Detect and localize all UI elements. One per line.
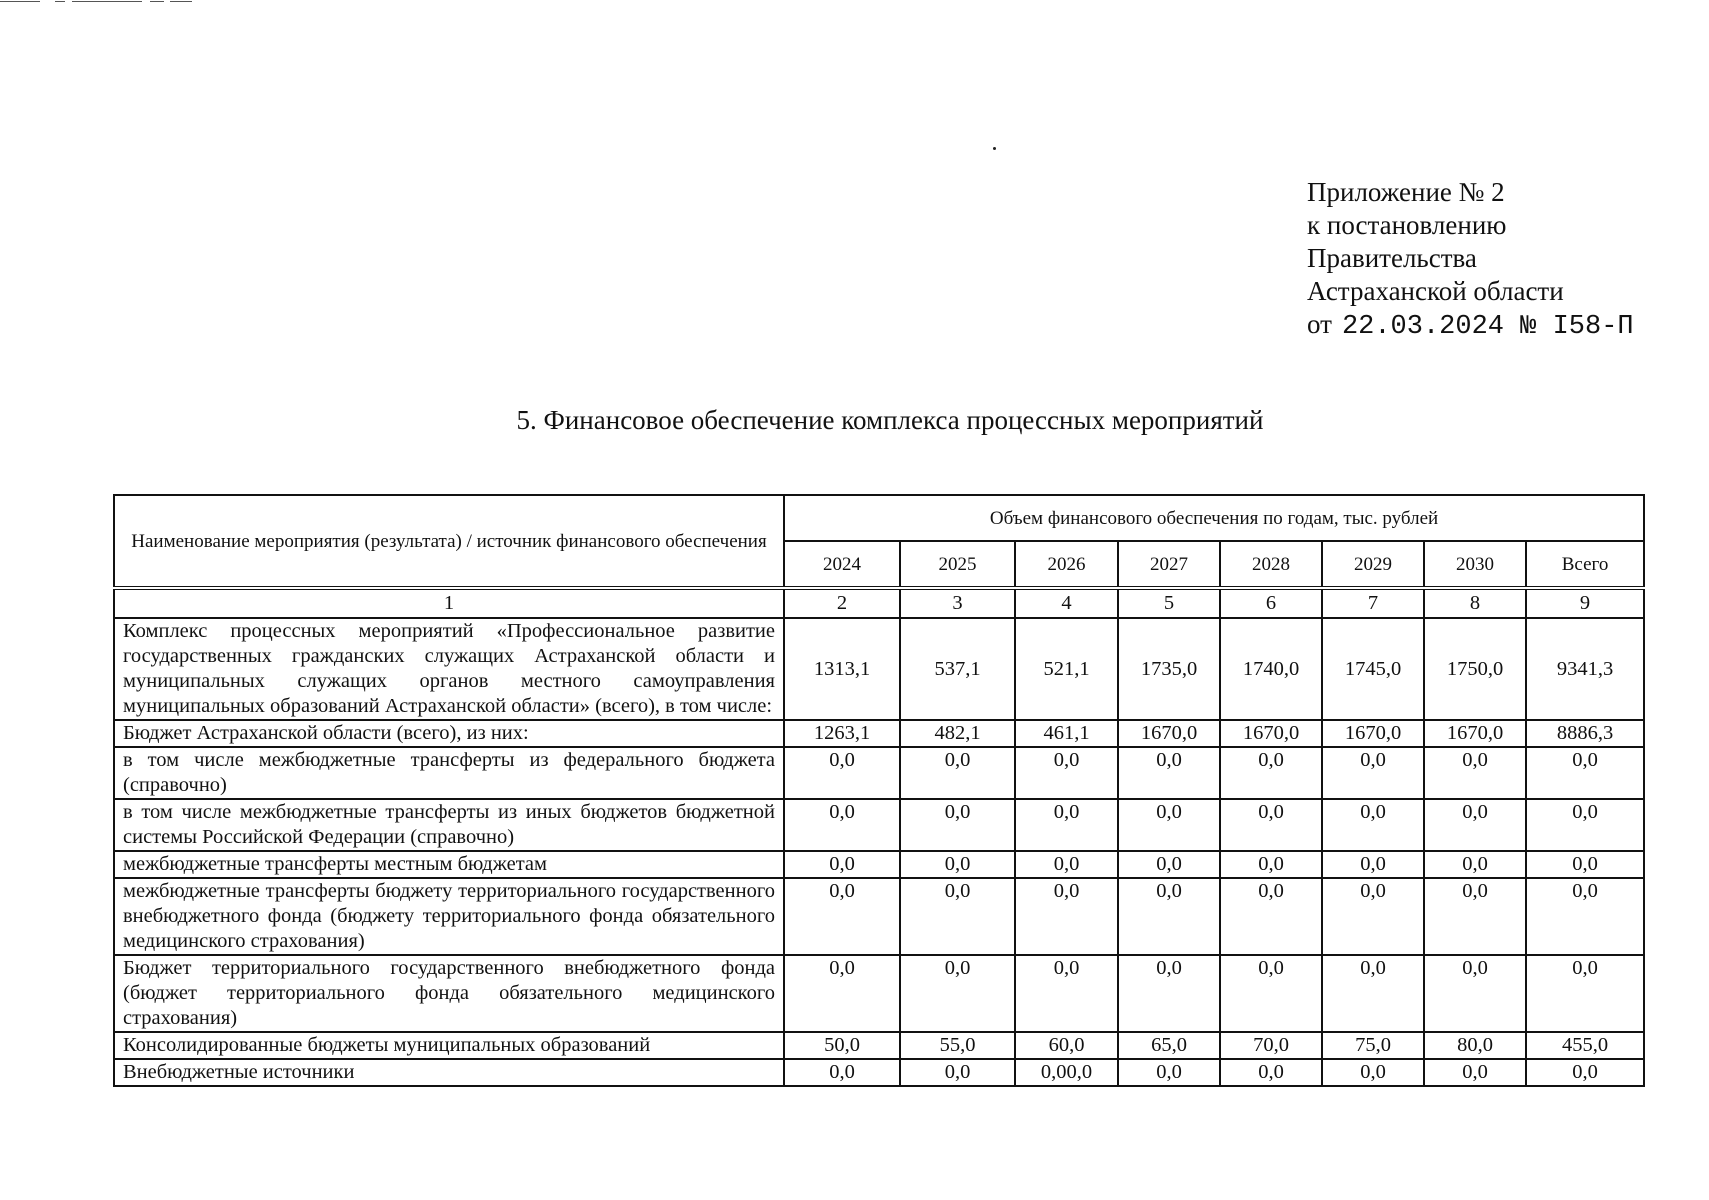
header-total: Всего <box>1526 541 1644 588</box>
header-year: 2028 <box>1220 541 1322 588</box>
scan-speck <box>993 147 996 150</box>
header-year: 2024 <box>784 541 900 588</box>
header-year: 2025 <box>900 541 1015 588</box>
row-value: 0,0 <box>1015 747 1118 799</box>
column-number: 2 <box>784 588 900 618</box>
annex-line-3: Правительства <box>1307 243 1477 273</box>
row-value: 1263,1 <box>784 720 900 747</box>
row-value: 0,0 <box>900 955 1015 1032</box>
header-year: 2030 <box>1424 541 1526 588</box>
row-value: 1670,0 <box>1322 720 1424 747</box>
row-value: 0,0 <box>900 1059 1015 1086</box>
row-value: 0,0 <box>1015 851 1118 878</box>
column-number: 7 <box>1322 588 1424 618</box>
row-value: 70,0 <box>1220 1032 1322 1059</box>
row-value: 0,0 <box>1526 1059 1644 1086</box>
header-year: 2027 <box>1118 541 1220 588</box>
row-value: 0,0 <box>1526 799 1644 851</box>
row-name: межбюджетные трансферты местным бюджетам <box>114 851 784 878</box>
column-number: 6 <box>1220 588 1322 618</box>
row-value: 0,0 <box>1118 955 1220 1032</box>
row-value: 0,0 <box>784 799 900 851</box>
row-value: 0,0 <box>1118 799 1220 851</box>
row-value: 0,0 <box>784 747 900 799</box>
table-row <box>114 720 1644 747</box>
row-value: 1740,0 <box>1220 618 1322 720</box>
row-value: 461,1 <box>1015 720 1118 747</box>
row-value: 0,0 <box>784 851 900 878</box>
row-name: межбюджетные трансферты бюджету территориального государственного внебюджетного фонда (бюджету территориального фонда обязательного медицинского страхования) <box>114 878 784 955</box>
row-value: 0,0 <box>1424 955 1526 1032</box>
table-row <box>114 1059 1644 1086</box>
row-value: 0,0 <box>1424 799 1526 851</box>
column-number: 9 <box>1526 588 1644 618</box>
row-value: 0,0 <box>1526 851 1644 878</box>
header-name: Наименование мероприятия (результата) / источник финансового обеспечения <box>114 495 784 588</box>
section-heading: 5. Финансовое обеспечение комплекса процессных мероприятий <box>516 405 1264 435</box>
table-row <box>114 878 1644 955</box>
row-value: 0,0 <box>900 851 1015 878</box>
row-value: 9341,3 <box>1526 618 1644 720</box>
row-value: 0,0 <box>900 747 1015 799</box>
annex-block <box>1307 176 1634 344</box>
row-name: Консолидированные бюджеты муниципальных образований <box>114 1032 784 1059</box>
header-year: 2026 <box>1015 541 1118 588</box>
table-row <box>114 1032 1644 1059</box>
row-value: 0,0 <box>1526 747 1644 799</box>
column-number-row <box>114 588 1644 618</box>
column-number: 1 <box>114 588 784 618</box>
row-value: 0,0 <box>1424 878 1526 955</box>
row-value: 482,1 <box>900 720 1015 747</box>
table-row <box>114 618 1644 720</box>
row-value: 0,0 <box>1322 799 1424 851</box>
row-value: 0,0 <box>900 799 1015 851</box>
column-number: 3 <box>900 588 1015 618</box>
row-value: 80,0 <box>1424 1032 1526 1059</box>
row-value: 0,0 <box>784 955 900 1032</box>
header-group: Объем финансового обеспечения по годам, тыс. рублей <box>784 495 1644 541</box>
row-value: 455,0 <box>1526 1032 1644 1059</box>
row-value: 0,0 <box>1118 1059 1220 1086</box>
row-name: Бюджет территориального государственного внебюджетного фонда (бюджет территориального фонда обязательного медицинского страхования) <box>114 955 784 1032</box>
row-value: 1750,0 <box>1424 618 1526 720</box>
row-value: 0,00,0 <box>1015 1059 1118 1086</box>
row-name: в том числе межбюджетные трансферты из федерального бюджета (справочно) <box>114 747 784 799</box>
row-value: 0,0 <box>1118 747 1220 799</box>
row-value: 0,0 <box>1220 851 1322 878</box>
row-value: 1670,0 <box>1220 720 1322 747</box>
row-name: Бюджет Астраханской области (всего), из них: <box>114 720 784 747</box>
row-value: 0,0 <box>1220 747 1322 799</box>
annex-line-4: Астраханской области <box>1307 276 1564 306</box>
table-row <box>114 799 1644 851</box>
row-value: 65,0 <box>1118 1032 1220 1059</box>
column-number: 5 <box>1118 588 1220 618</box>
row-value: 0,0 <box>1424 747 1526 799</box>
row-value: 0,0 <box>1015 799 1118 851</box>
row-value: 0,0 <box>1220 955 1322 1032</box>
row-value: 55,0 <box>900 1032 1015 1059</box>
annex-date-prefix: от <box>1307 309 1332 339</box>
header-year: 2029 <box>1322 541 1424 588</box>
row-value: 537,1 <box>900 618 1015 720</box>
row-value: 1745,0 <box>1322 618 1424 720</box>
row-value: 0,0 <box>1015 878 1118 955</box>
annex-line-2: к постановлению <box>1307 210 1507 240</box>
row-name: в том числе межбюджетные трансферты из иных бюджетов бюджетной системы Российской Федерации (справочно) <box>114 799 784 851</box>
row-value: 75,0 <box>1322 1032 1424 1059</box>
row-value: 50,0 <box>784 1032 900 1059</box>
row-value: 0,0 <box>1322 851 1424 878</box>
row-value: 1670,0 <box>1424 720 1526 747</box>
row-value: 0,0 <box>784 878 900 955</box>
row-value: 0,0 <box>1118 878 1220 955</box>
annex-date-line <box>1307 308 1634 344</box>
row-value: 60,0 <box>1015 1032 1118 1059</box>
row-value: 0,0 <box>1322 1059 1424 1086</box>
row-value: 0,0 <box>1526 955 1644 1032</box>
table-header-row-1 <box>114 495 1644 541</box>
row-value: 0,0 <box>1220 878 1322 955</box>
financing-table <box>113 494 1645 1087</box>
column-number: 4 <box>1015 588 1118 618</box>
table-row <box>114 747 1644 799</box>
row-name: Внебюджетные источники <box>114 1059 784 1086</box>
row-value: 0,0 <box>1526 878 1644 955</box>
annex-date-number: 22.03.2024 № I58-П <box>1341 312 1634 342</box>
row-value: 0,0 <box>1424 851 1526 878</box>
row-value: 0,0 <box>1015 955 1118 1032</box>
row-name: Комплекс процессных мероприятий «Профессиональное развитие государственных гражданских служащих Астраханской области и муниципальных служащих органов местного самоуправления муниципальных образований Астраханской области» (всего), в том числе: <box>114 618 784 720</box>
table-row <box>114 851 1644 878</box>
row-value: 0,0 <box>900 878 1015 955</box>
row-value: 521,1 <box>1015 618 1118 720</box>
row-value: 1735,0 <box>1118 618 1220 720</box>
row-value: 0,0 <box>1322 878 1424 955</box>
row-value: 0,0 <box>1118 851 1220 878</box>
row-value: 0,0 <box>1220 1059 1322 1086</box>
row-value: 0,0 <box>1220 799 1322 851</box>
scan-edge-marks <box>0 0 200 4</box>
row-value: 0,0 <box>1424 1059 1526 1086</box>
row-value: 0,0 <box>784 1059 900 1086</box>
row-value: 0,0 <box>1322 955 1424 1032</box>
row-value: 1313,1 <box>784 618 900 720</box>
row-value: 8886,3 <box>1526 720 1644 747</box>
row-value: 0,0 <box>1322 747 1424 799</box>
column-number: 8 <box>1424 588 1526 618</box>
table-row <box>114 955 1644 1032</box>
annex-line-1: Приложение № 2 <box>1307 177 1505 207</box>
row-value: 1670,0 <box>1118 720 1220 747</box>
